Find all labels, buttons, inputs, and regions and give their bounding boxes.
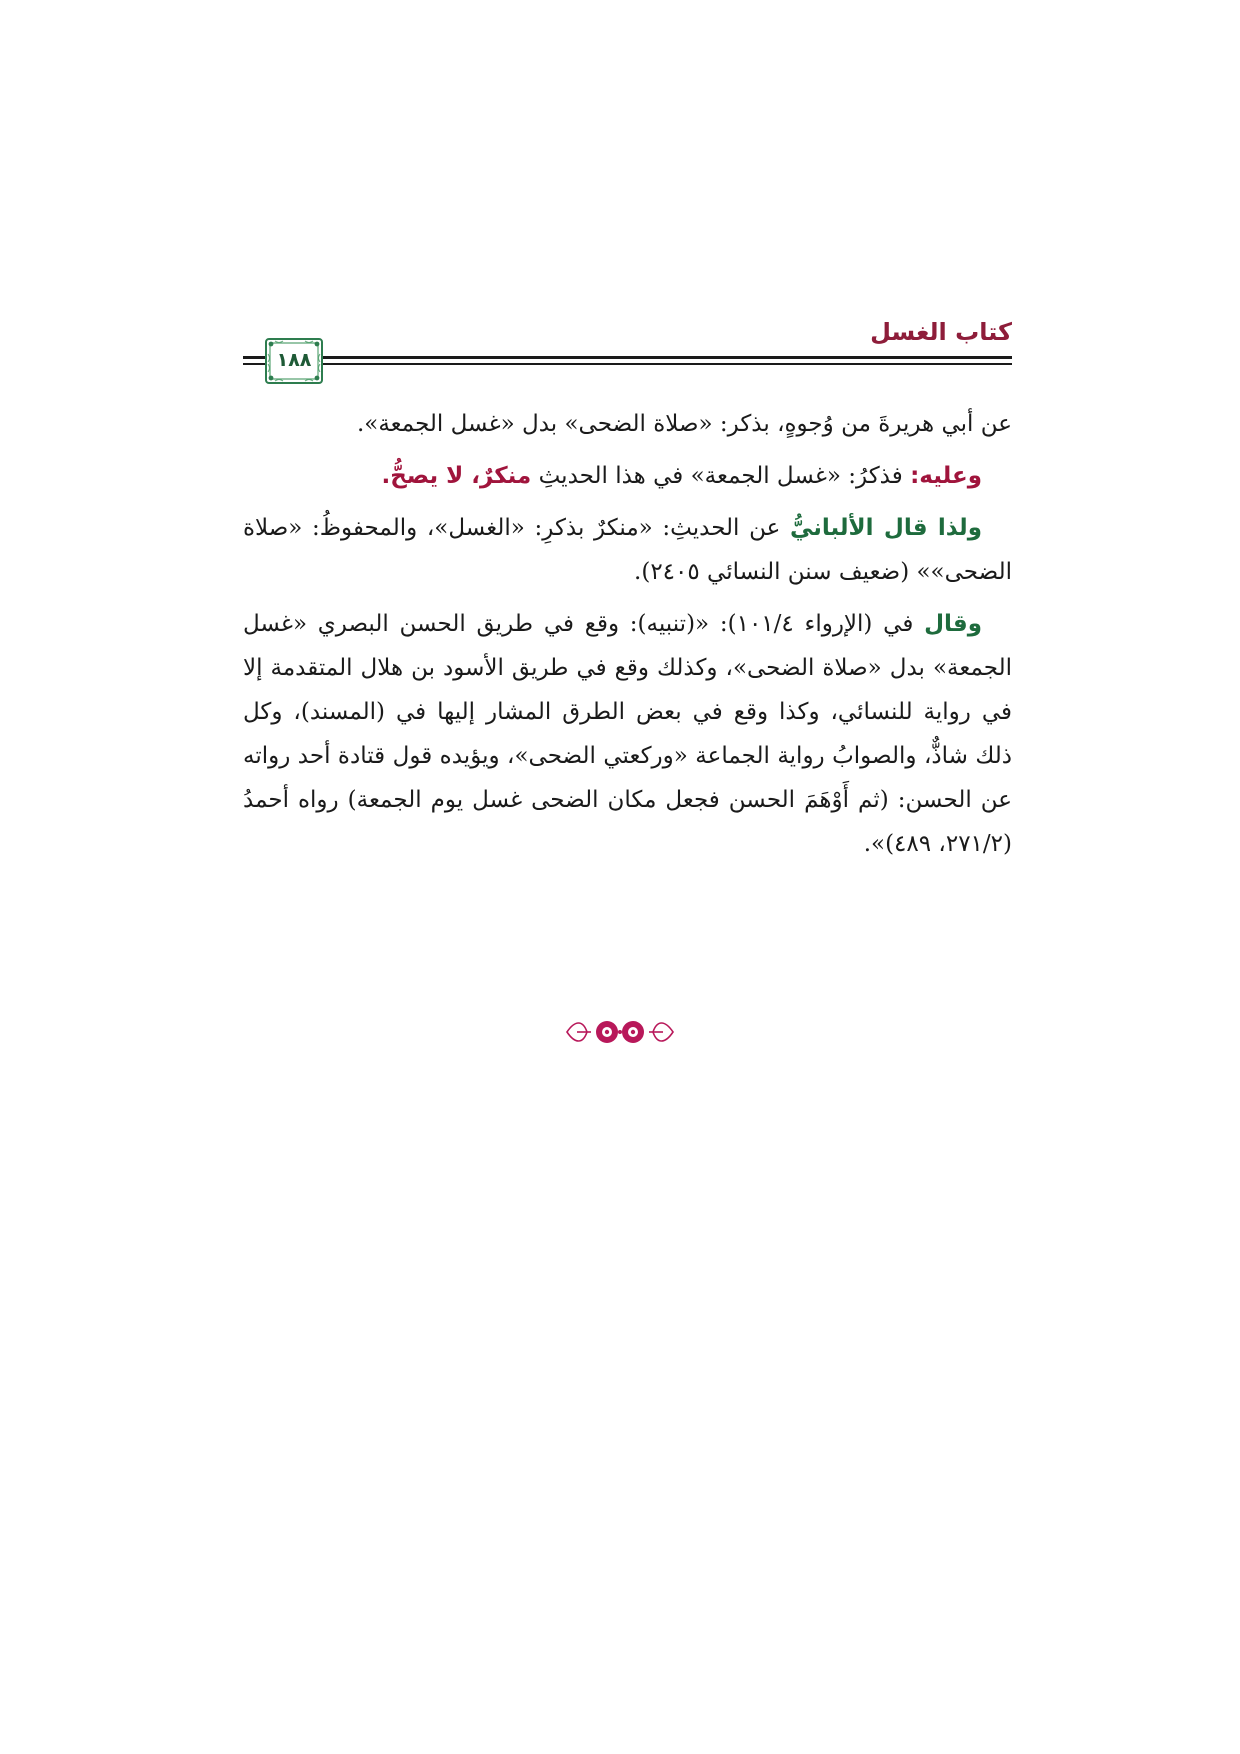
paragraph-text: فذكرُ: «غسل الجمعة» في هذا الحديثِ [531, 463, 911, 489]
paragraph [243, 602, 1012, 866]
paragraph [243, 506, 1012, 594]
paragraph-text: عن الحديثِ: «منكرٌ بذكرِ: «الغسل»، والمحفوظُ: «صلاة الضحى»» (ضعيف سنن النسائي ٢٤٠٥). [243, 515, 1012, 585]
page-header [243, 318, 1012, 390]
emphasized-phrase: منكرٌ، لا يصحُّ. [381, 463, 532, 489]
emphasized-phrase: وعليه: [910, 463, 982, 489]
header-rule-left-thick [243, 356, 265, 359]
page-number: ١٨٨ [276, 349, 312, 371]
highlighted-phrase: ولذا قال الألبانيُّ [789, 515, 982, 541]
paragraph-text: عن أبي هريرةَ من وُجوهٍ، بذكر: «صلاة الضحى» بدل «غسل الجمعة». [356, 411, 1012, 437]
header-rule-thin [291, 363, 1012, 365]
header-rule-thick [291, 356, 1012, 359]
paragraph-text: في (الإرواء ١٠١/٤): «(تنبيه): وقع في طريق الحسن البصري «غسل الجمعة» بدل «صلاة الضحى»، وكذلك وقع في طريق الأسود بن هلال المتقدمة إلا في رواية للنسائي، وكذا وقع في بعض الطرق المشار إليها في (المسند)، وكل ذلك شاذٌّ، والصوابُ رواية الجماعة «وركعتي الضحى»، ويؤيده قول قتادة أحد رواته عن الحسن: (ثم أَوْهَمَ الحسن فجعل مكان الضحى غسل يوم الجمعة) رواه أحمدُ (٢٧١/٢، ٤٨٩)». [243, 611, 1012, 857]
floral-divider-icon [563, 1012, 677, 1052]
highlighted-phrase: وقال [924, 611, 983, 637]
page-body [243, 402, 1012, 874]
page-number-badge [265, 338, 323, 384]
header-rule-left-thin [243, 363, 265, 365]
paragraph [243, 402, 1012, 446]
book-title: كتاب الغسل [870, 318, 1012, 346]
paragraph [243, 454, 1012, 498]
